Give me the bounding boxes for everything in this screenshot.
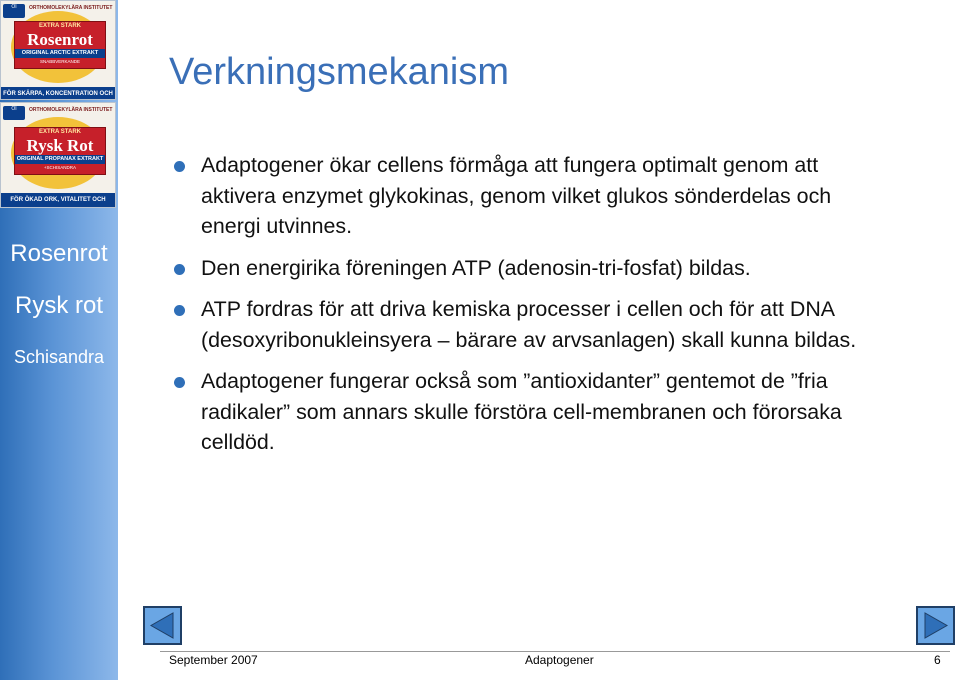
- package-brand: Rysk Rot: [26, 136, 94, 155]
- package-org: ORTHOMOLEKYLÄRA INSTITUTET: [29, 107, 113, 113]
- prev-slide-icon: [145, 608, 180, 643]
- footer-date: September 2007: [169, 653, 258, 667]
- sidebar-label-rysk-rot: Rysk rot: [14, 292, 103, 319]
- footer-topic: Adaptogener: [525, 653, 594, 667]
- institute-logo: OI: [3, 106, 25, 120]
- sidebar-label-schisandra: Schisandra: [13, 347, 105, 367]
- package-org: ORTHOMOLEKYLÄRA INSTITUTET: [29, 5, 113, 11]
- bullet-item: Adaptogener fungerar också som ”antioxidanter” gentemot de ”fria radikaler” som annars skulle förstöra cell-membranen och förorsaka celldöd.: [174, 366, 874, 458]
- prev-slide-button[interactable]: [143, 606, 182, 645]
- bullet-dot-icon: [174, 264, 185, 275]
- bullet-dot-icon: [174, 161, 185, 172]
- sidebar: [0, 0, 118, 680]
- next-slide-icon: [918, 608, 953, 643]
- bullet-dot-icon: [174, 305, 185, 316]
- rysk-rot-package-image: OI ORTHOMOLEKYLÄRA INSTITUTET EXTRA STARK Rysk Rot ORIGINAL PROPANAX EXTRAKT +SCHISANDRA FÖR ÖKAD ORK, VITALITET OCH: [0, 102, 116, 208]
- bullet-item: ATP fordras för att driva kemiska processer i cellen och för att DNA (desoxyribonukleinsyera – bärare av arvsanlagen) skall kunna bildas.: [174, 294, 874, 355]
- next-slide-button[interactable]: [916, 606, 955, 645]
- bullet-list: [174, 150, 874, 469]
- footer-page-number: 6: [934, 653, 941, 667]
- sidebar-label-rosenrot: Rosenrot: [10, 240, 108, 267]
- bullet-item: Adaptogener ökar cellens förmåga att fungera optimalt genom att aktivera enzymet glykokinas, genom vilket glukos sönderdelas och energi utvinnes.: [174, 150, 874, 242]
- rosenrot-package-image: OI ORTHOMOLEKYLÄRA INSTITUTET EXTRA STARK Rosenrot ORIGINAL ARCTIC EXTRAKT SNABBVERKANDE FÖR SKÄRPA, KONCENTRATION OCH: [0, 0, 116, 100]
- package-brand: Rosenrot: [27, 30, 93, 49]
- bullet-dot-icon: [174, 377, 185, 388]
- footer-divider: [160, 651, 950, 652]
- slide-title: Verkningsmekanism: [169, 51, 510, 93]
- institute-logo: OI: [3, 4, 25, 18]
- bullet-item: Den energirika föreningen ATP (adenosin-tri-fosfat) bildas.: [174, 253, 874, 284]
